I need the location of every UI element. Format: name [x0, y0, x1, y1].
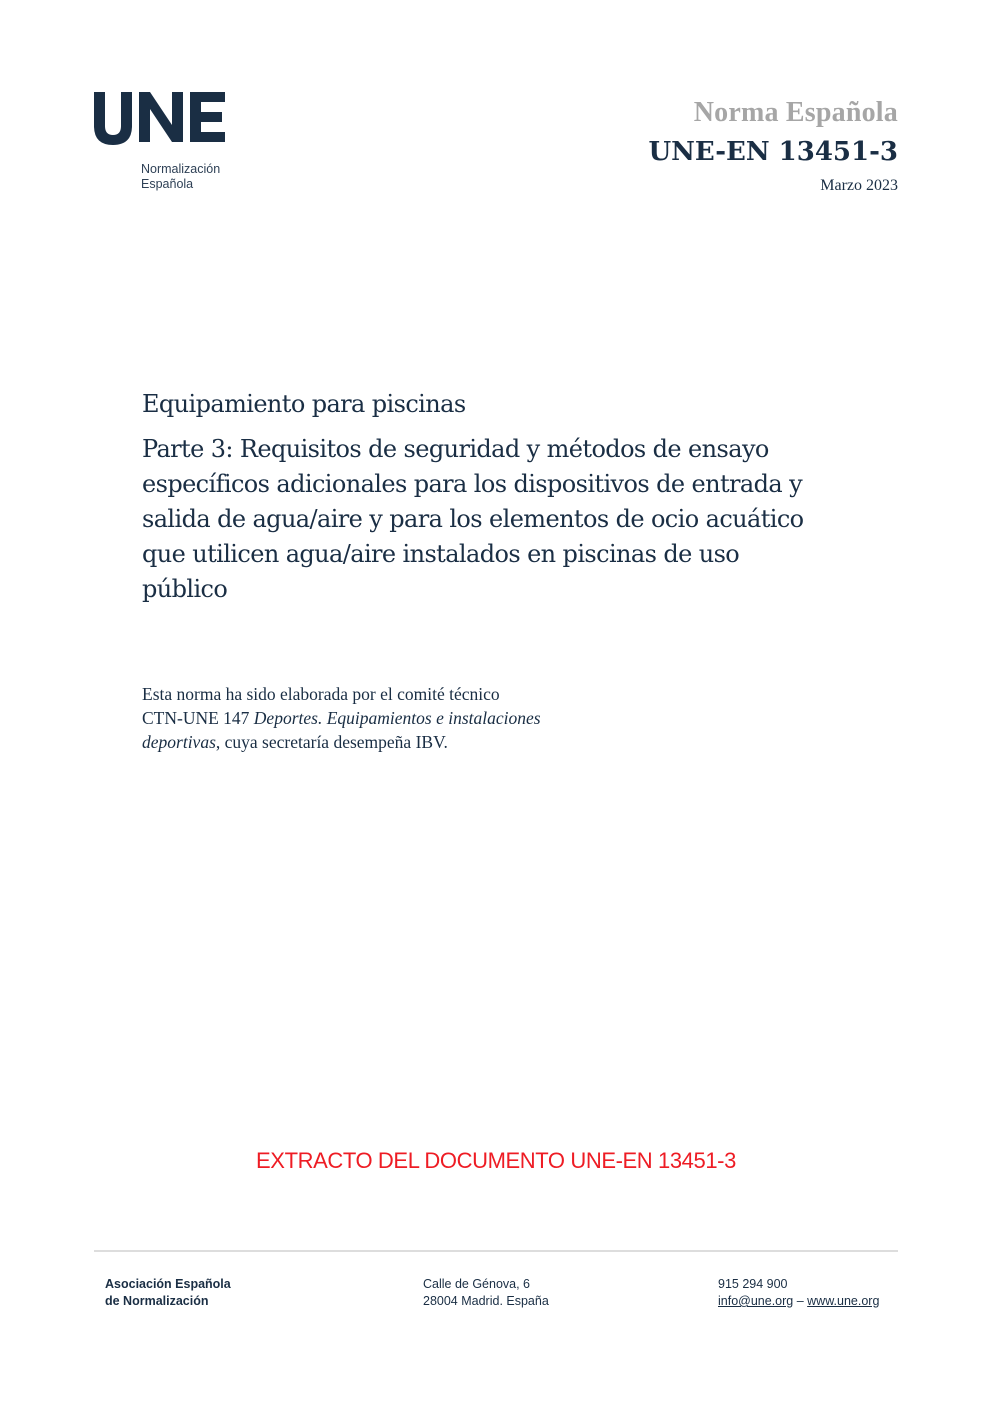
- committee-statement: [142, 682, 662, 754]
- footer-address: [423, 1276, 549, 1310]
- title-part-line: salida de agua/aire y para los elementos de ocio acuático: [142, 505, 804, 533]
- committee-line2: [142, 706, 662, 730]
- logo-caption-line2: Española: [141, 177, 194, 191]
- title-part-line: que utilicen agua/aire instalados en piscinas de uso: [142, 540, 740, 568]
- standard-code: UNE-EN 13451-3: [648, 137, 898, 167]
- document-title: [142, 386, 902, 607]
- footer-org-line1: Asociación Española: [105, 1277, 231, 1291]
- footer-org-line2: de Normalización: [105, 1294, 209, 1308]
- committee-name-part1: Deportes. Equipamientos e instalaciones: [253, 708, 541, 728]
- logo-caption-line1: Normalización: [141, 162, 221, 176]
- footer-address-line1: Calle de Génova, 6: [423, 1277, 531, 1291]
- footer-address-line2: 28004 Madrid. España: [423, 1294, 549, 1308]
- footer-separator: –: [793, 1294, 808, 1308]
- une-logo-mark: [92, 88, 227, 148]
- footer-contact: [718, 1276, 879, 1310]
- footer-organization: [105, 1276, 231, 1310]
- title-part: [142, 432, 902, 607]
- footer-links: [718, 1293, 879, 1310]
- title-part-line: específicos adicionales para los dispositivos de entrada y: [142, 470, 803, 498]
- standard-header: [648, 96, 898, 195]
- committee-name-part2: deportivas: [142, 732, 216, 752]
- footer-phone: 915 294 900: [718, 1277, 788, 1291]
- title-part-line: Parte 3: Requisitos de seguridad y métodos de ensayo: [142, 435, 769, 463]
- website-link[interactable]: www.une.org: [807, 1294, 880, 1308]
- standard-label: Norma Española: [693, 97, 898, 128]
- title-main: Equipamiento para piscinas: [142, 390, 466, 418]
- title-part-line: público: [142, 575, 228, 603]
- committee-suffix: , cuya secretaría desempeña IBV.: [215, 732, 448, 752]
- standard-date: Marzo 2023: [820, 177, 898, 194]
- extract-notice: EXTRACTO DEL DOCUMENTO UNE-EN 13451-3: [256, 1148, 736, 1173]
- footer-divider: [94, 1250, 898, 1252]
- logo-caption: [141, 162, 220, 192]
- une-logo: [92, 88, 237, 198]
- committee-line1: Esta norma ha sido elaborada por el comité técnico: [142, 684, 500, 704]
- committee-line3: [142, 730, 662, 754]
- email-link[interactable]: info@une.org: [718, 1294, 794, 1308]
- committee-code: CTN-UNE 147: [142, 708, 250, 728]
